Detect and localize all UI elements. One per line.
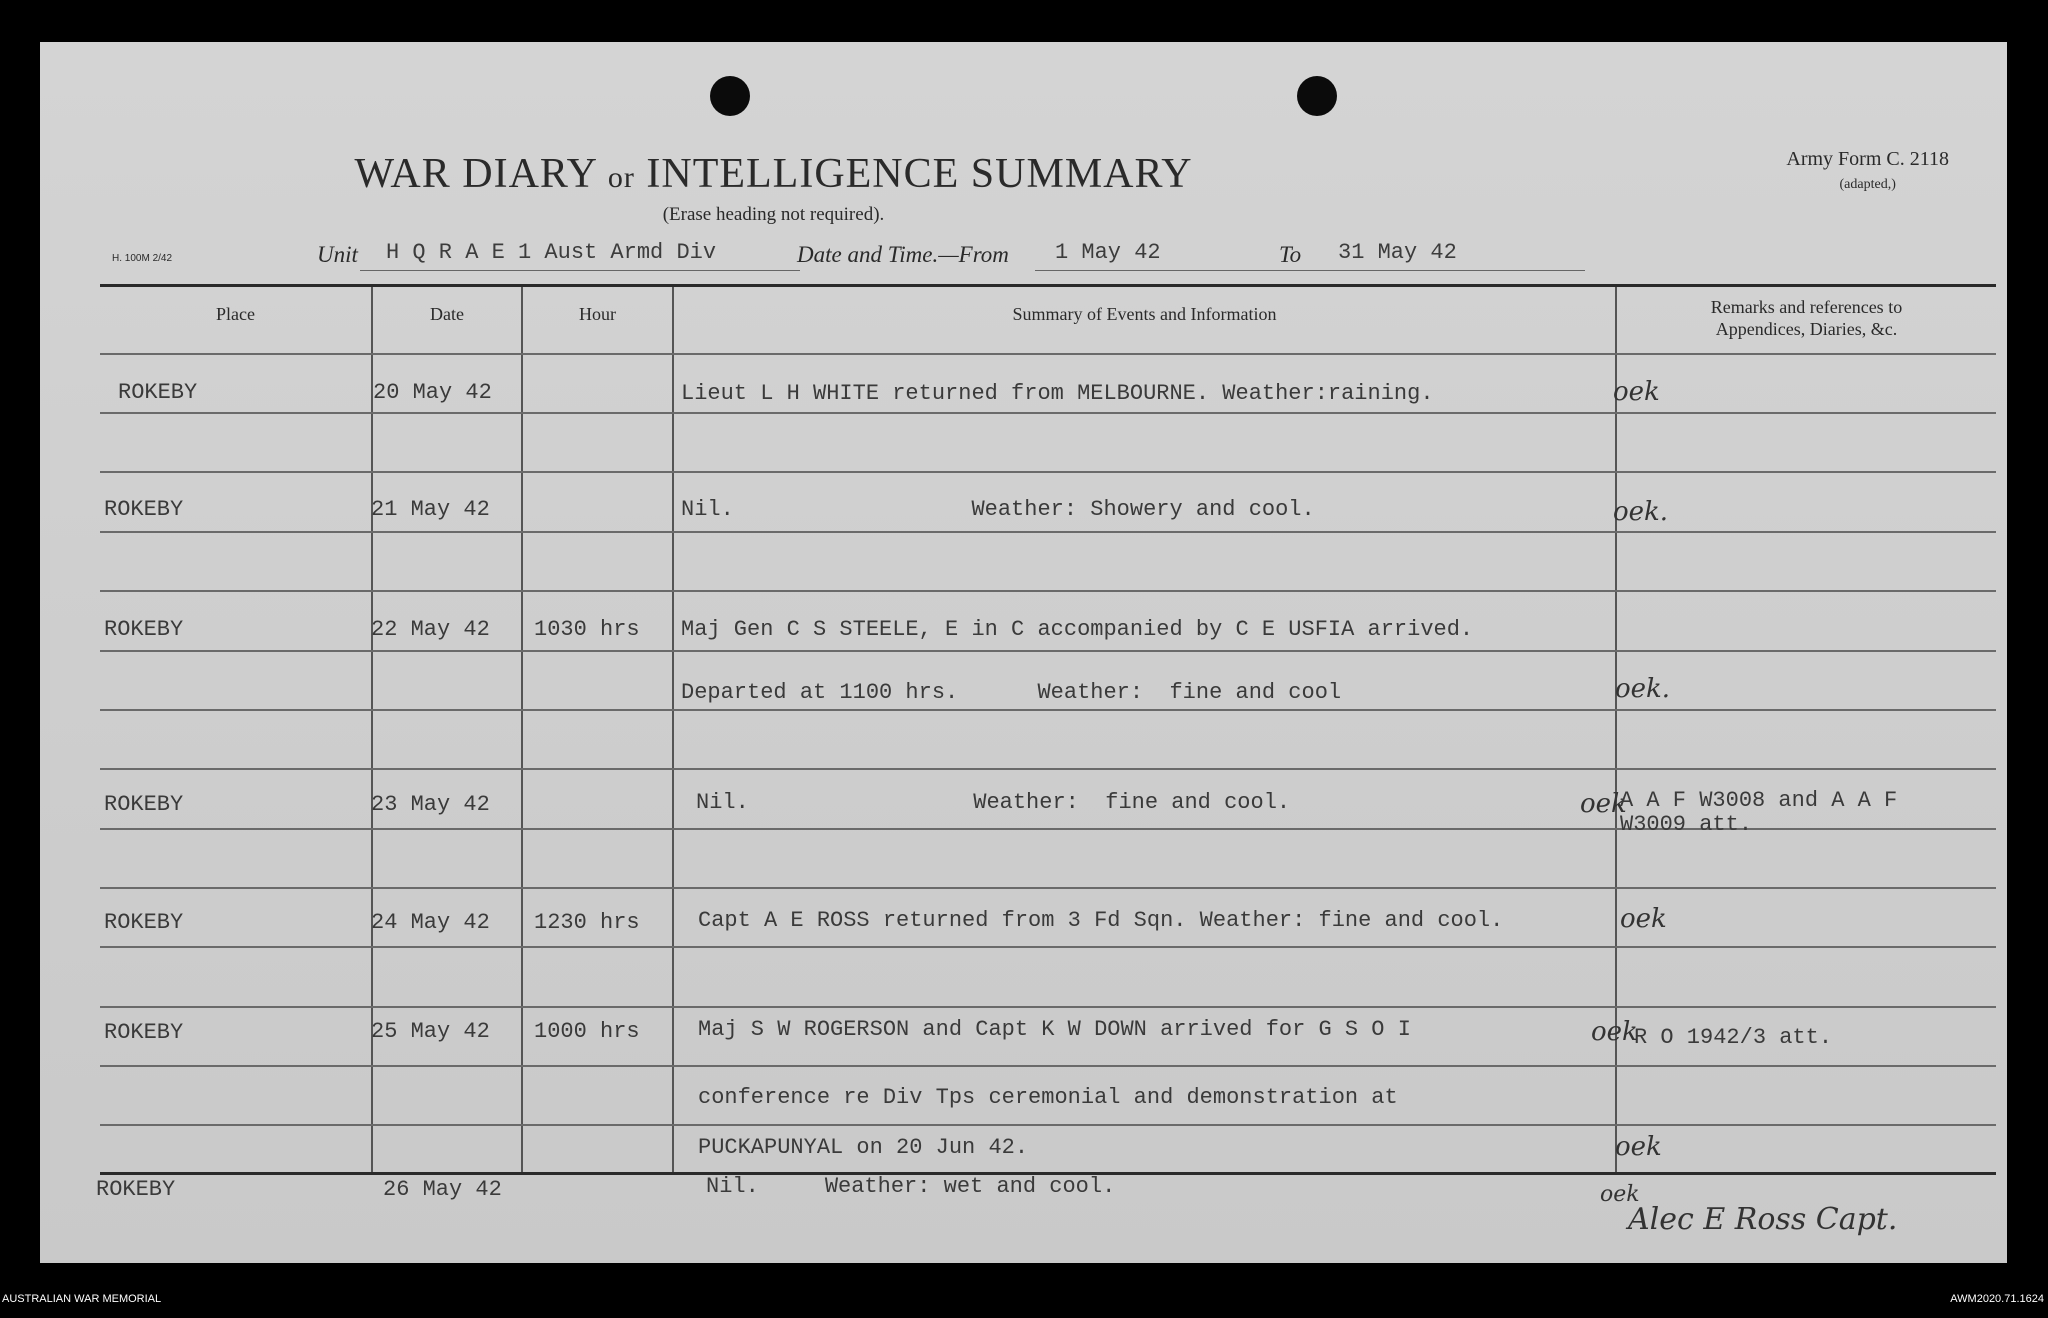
entry-date: 24 May 42: [371, 910, 490, 935]
entry-place: ROKEBY: [104, 1020, 184, 1045]
entry-summary: Lieut L H WHITE returned from MELBOURNE. Weather:raining.: [681, 381, 1434, 406]
signature: Alec E Ross Capt.: [1628, 1202, 1898, 1237]
date-from-value: 1 May 42: [1055, 240, 1161, 265]
entry-summary-line: PUCKAPUNYAL on 20 Jun 42.: [698, 1135, 1029, 1160]
entry-hour: 1030 hrs: [534, 617, 640, 642]
entry-place: ROKEBY: [118, 380, 198, 405]
entry-summary: Nil. Weather: wet and cool.: [706, 1174, 1116, 1199]
entry-remarks: R O 1942/3 att.: [1634, 1025, 1833, 1050]
entry-initials: oek: [1613, 377, 1660, 407]
footer-accession-number: AWM2020.71.1624: [1950, 1293, 2044, 1305]
column-divider-date: [521, 287, 523, 1172]
punch-hole-right: [1297, 76, 1337, 116]
entry-summary: Capt A E ROSS returned from 3 Fd Sqn. Weather: fine and cool.: [698, 908, 1504, 933]
war-diary-sheet: [40, 42, 2007, 1263]
entry-remarks-line: A A F W3008 and A A F: [1620, 788, 1898, 813]
entry-initials: oek.: [1615, 674, 1671, 704]
entry-hour: 1000 hrs: [534, 1019, 640, 1044]
column-header-place: Place: [216, 304, 255, 324]
row-line: [100, 1065, 1996, 1067]
entry-remarks-line: W3009 att.: [1620, 812, 1753, 837]
row-line: [100, 1006, 1996, 1008]
footer-source: AUSTRALIAN WAR MEMORIAL: [2, 1293, 162, 1305]
document-subtitle: (Erase heading not required).: [662, 204, 885, 225]
title-or: or: [607, 161, 635, 194]
entry-initials: oek: [1580, 789, 1627, 819]
entry-place: ROKEBY: [96, 1177, 176, 1202]
punch-hole-left: [710, 76, 750, 116]
date-from-underline: [1035, 270, 1310, 271]
entry-date: 20 May 42: [373, 380, 492, 405]
entry-summary-line: Maj S W ROGERSON and Capt K W DOWN arrived for G S O I: [698, 1017, 1411, 1042]
date-label: Date and Time.—From: [797, 242, 1009, 267]
header-rule: [100, 353, 1996, 355]
row-line: [100, 412, 1996, 414]
document-title: [40, 150, 1507, 198]
entry-initials: oek: [1615, 1132, 1662, 1162]
entry-place: ROKEBY: [104, 910, 184, 935]
entry-summary-line: Departed at 1100 hrs. Weather: fine and cool: [681, 680, 1342, 705]
entry-initials: oek.: [1613, 497, 1669, 527]
entry-hour: 1230 hrs: [534, 910, 640, 935]
form-note: (adapted,): [1839, 177, 1896, 192]
row-line: [100, 887, 1996, 889]
entry-initials: oek: [1591, 1017, 1638, 1047]
entry-place: ROKEBY: [104, 497, 184, 522]
row-line: [100, 709, 1996, 711]
entry-place: ROKEBY: [104, 792, 184, 817]
row-line: [100, 650, 1996, 652]
entry-place: ROKEBY: [104, 617, 184, 642]
unit-underline: [360, 270, 800, 271]
table-top-rule: [100, 284, 1996, 287]
row-line: [100, 768, 1996, 770]
row-line: [100, 531, 1996, 533]
row-line: [100, 590, 1996, 592]
entry-summary-line: Maj Gen C S STEELE, E in C accompanied by C E USFIA arrived.: [681, 617, 1474, 642]
date-to-underline: [1310, 270, 1585, 271]
form-number: Army Form C. 2118: [1786, 148, 1949, 170]
date-to-value: 31 May 42: [1338, 240, 1457, 265]
entry-date: 22 May 42: [371, 617, 490, 642]
entry-date: 21 May 42: [371, 497, 490, 522]
row-line: [100, 471, 1996, 473]
column-header-date: Date: [430, 304, 464, 324]
title-part1: WAR DIARY: [354, 151, 597, 197]
entry-summary: Nil. Weather: Showery and cool.: [681, 497, 1315, 522]
form-identifier: [1786, 146, 1949, 198]
entry-summary-line: conference re Div Tps ceremonial and demonstration at: [698, 1085, 1398, 1110]
entry-date: 23 May 42: [371, 792, 490, 817]
unit-label: Unit: [317, 242, 358, 267]
column-header-summary: Summary of Events and Information: [1012, 304, 1277, 324]
entry-summary: Nil. Weather: fine and cool.: [696, 790, 1291, 815]
entry-date: 26 May 42: [383, 1177, 502, 1202]
column-divider-hour: [672, 287, 674, 1172]
column-header-remarks: Remarks and references to Appendices, Diaries, &c.: [1710, 297, 1903, 339]
to-label: To: [1279, 242, 1302, 267]
column-header-hour: Hour: [579, 304, 616, 324]
row-line: [100, 946, 1996, 948]
print-code: H. 100M 2/42: [112, 253, 173, 264]
row-line: [100, 1124, 1996, 1126]
entry-initials: oek: [1600, 1182, 1640, 1207]
entry-initials: oek: [1620, 904, 1667, 934]
title-part2: INTELLIGENCE SUMMARY: [646, 151, 1193, 197]
unit-value: H Q R A E 1 Aust Armd Div: [386, 240, 717, 265]
entry-date: 25 May 42: [371, 1019, 490, 1044]
